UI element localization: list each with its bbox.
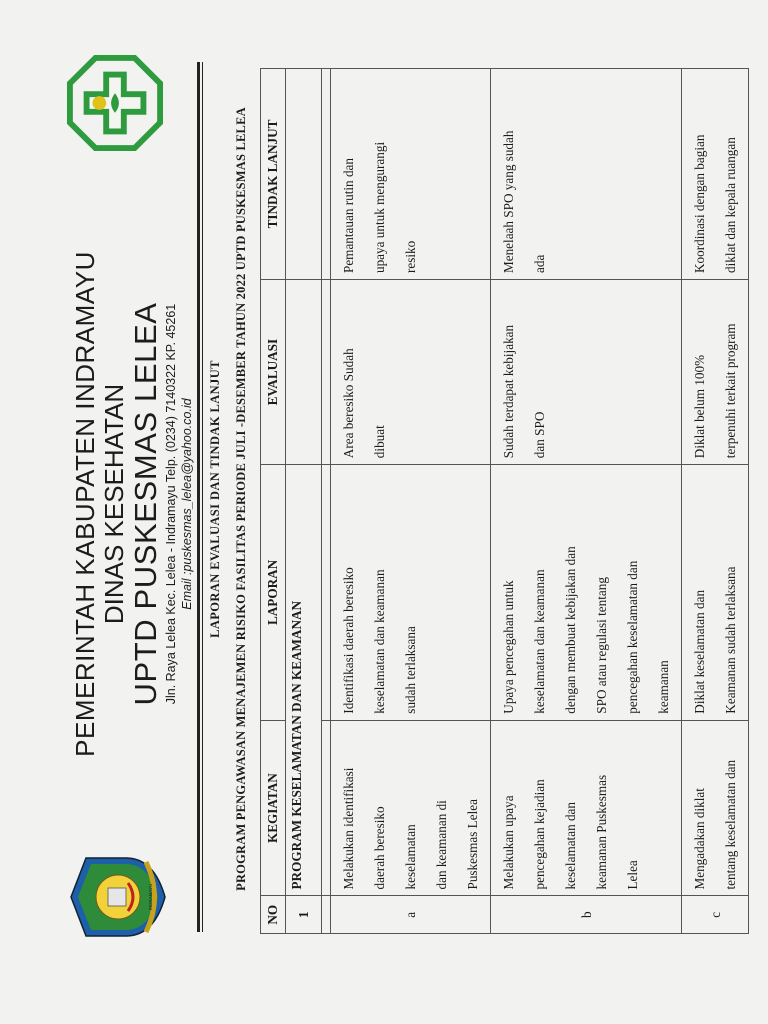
letterhead-address: Jln. Raya Lelea Kec. Lelea - Indramayu Telp. (0234) 7140322 KP. 45261 [164,303,178,705]
table-row [491,69,682,934]
cell-evaluasi: Sudah terdapat kebijakan dan SPO [491,280,682,465]
report-title: LAPORAN EVALUASI DAN TINDAK LANJUT [208,360,222,638]
cell-evaluasi: Diklat belum 100% terpenuhi terkait program [682,280,749,465]
cell-kegiatan: Melakukan identifikasi daerah beresiko keselamatan dan keamanan di Puskesmas Lelea [331,720,491,896]
header-no: NO [261,896,286,934]
letterhead-institution: UPTD PUSKESMAS LELEA [128,302,163,706]
header-tindak-lanjut: TINDAK LANJUT [261,69,286,280]
cell-laporan: Identifikasi daerah beresiko keselamatan dan keamanan sudah terlaksana [331,465,491,721]
section-empty-cell [286,69,322,280]
cell-evaluasi: Area beresiko Sudah dibuat [331,280,491,465]
section-empty-cell [286,280,322,465]
cell-kegiatan: Melakukan upaya pencegahan kejadian keselamatan dan keamanan Puskesmas Lelea [491,720,682,896]
row-number: b [491,896,682,934]
table-row [682,69,749,934]
header-laporan: LAPORAN [261,465,286,721]
table-header-row [261,69,286,934]
header-kegiatan: KEGIATAN [261,720,286,896]
header-evaluasi: EVALUASI [261,280,286,465]
letterhead-department: DINAS KESEHATAN [99,383,129,625]
letterhead-divider-thin [202,62,203,932]
cell-tindak-lanjut: Pemantauan rutin dan upaya untuk mengurangi resiko [331,69,491,280]
evaluation-table [260,68,749,934]
seal-ribbon-text: INDRAMAYU [148,883,153,911]
report-subtitle: PROGRAM PENGAWASAN MENAJEMEN RISIKO FASILITAS PERIODE JULI -DESEMBER TAHUN 2022 UPTD PUSKESMAS LELEA [234,107,248,891]
kabupaten-indramayu-seal-icon [68,852,168,942]
cell-laporan: Diklat keselamatan dan Keamanan sudah terlaksana [682,465,749,721]
row-number: c [682,896,749,934]
section-label: PROGRAM KESELAMATAN DAN KEAMANAN [286,465,322,896]
letterhead-government: PEMERINTAH KABUPATEN INDRAMAYU [70,251,100,757]
puskesmas-cross-logo-icon [66,54,164,152]
cell-tindak-lanjut: Koordinasi dengan bagian diklat dan kepala ruangan [682,69,749,280]
section-number: 1 [286,896,322,934]
row-number: a [331,896,491,934]
cell-kegiatan: Mengadakan diklat tentang keselamatan dan [682,720,749,896]
table-row [331,69,491,934]
cell-tindak-lanjut: Menelaah SPO yang sudah ada [491,69,682,280]
section-row [286,69,322,934]
letterhead-divider [197,62,200,932]
spacer-row [322,69,331,934]
letterhead-email: Email :puskesmas_lelea@yahoo.co.id [180,398,194,610]
cell-laporan: Upaya pencegahan untuk keselamatan dan keamanan dengan membuat kebijakan dan SPO atau regulasi tentang pencegahan keselamatan dan keamanan [491,465,682,721]
